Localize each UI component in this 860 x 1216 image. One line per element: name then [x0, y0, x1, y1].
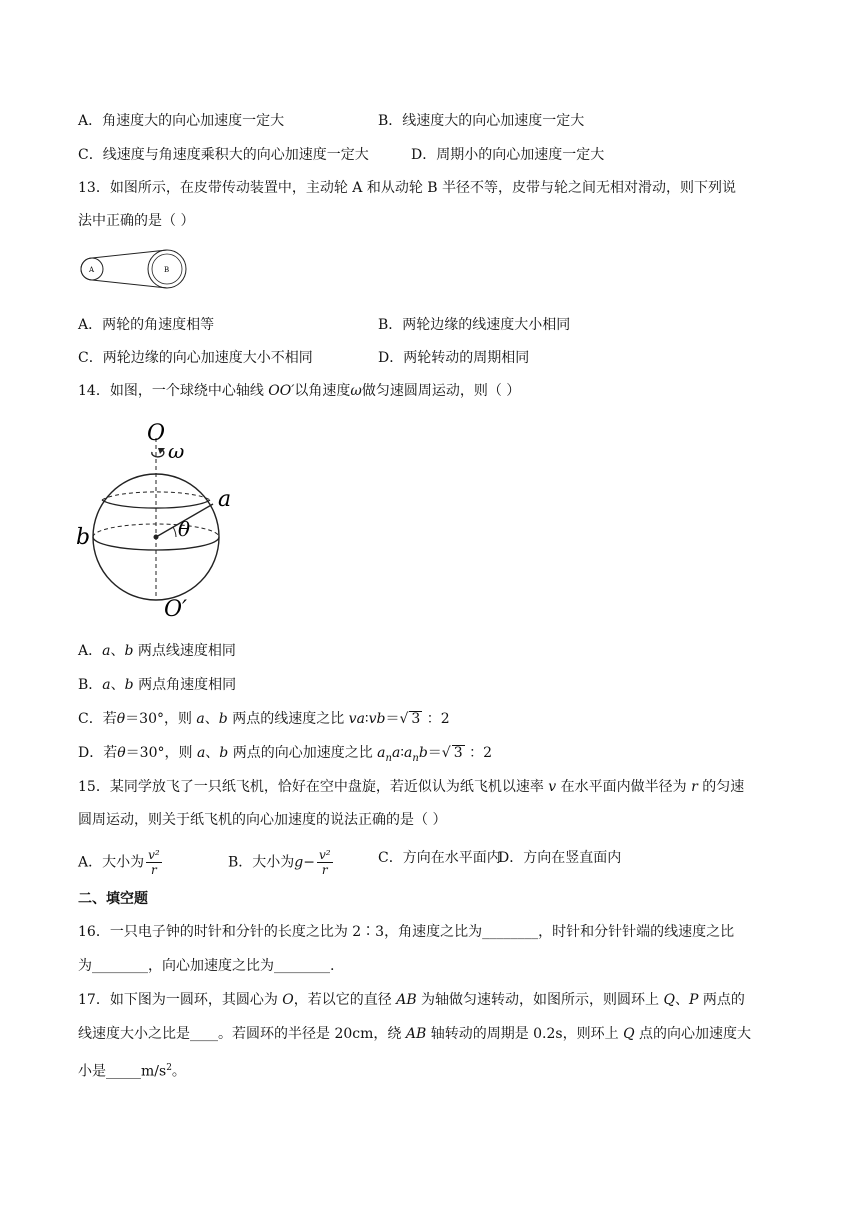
label-b: b — [76, 525, 91, 550]
section-heading: 二、填空题 — [78, 891, 148, 907]
q13-option-d: D．两轮转动的周期相同 — [378, 350, 530, 366]
label-theta: θ — [178, 517, 191, 541]
q17-line3: 小是$\_\_\_\_\_m/s^2$。 — [78, 1063, 186, 1080]
q17-line1: 17．如下图为一圆环，其圆心为 O，若以它的直径 AB 为轴做匀速转动，如图所示，则圆环上 Q、P 两点的 — [78, 992, 745, 1008]
q14-stem: 14．如图，一个球绕中心轴线 OO′以角速度ω做匀速圆周运动，则（ ） — [78, 383, 521, 399]
q13-option-c: C．两轮边缘的向心加速度大小不相同 — [78, 350, 313, 366]
q13-option-a: A．两轮的角速度相等 — [78, 317, 215, 333]
belt-pulley-figure — [76, 248, 191, 294]
label-omega: ω — [168, 439, 185, 463]
label-o-top: O — [147, 421, 166, 446]
q12-option-c: C．线速度与角速度乘积大的向心加速度一定大 — [78, 147, 369, 163]
q15-option-c: C．方向在水平面内 — [378, 850, 501, 866]
q14-option-a: A．a、b 两点线速度相同 — [78, 643, 236, 659]
q15-stem-line1: 15．某同学放飞了一只纸飞机，恰好在空中盘旋，若近似认为纸飞机以速率 v 在水平面内做半径为 r 的匀速 — [78, 779, 745, 795]
q15-option-d: D．方向在竖直面内 — [498, 850, 622, 866]
q16-line2: 为________，向心加速度之比为________. — [78, 958, 335, 974]
q15-option-b: B．大小为g− $\frac{\text{v²}}{r}$ — [228, 848, 331, 877]
q17-line2: 线速度大小之比是____。若圆环的半径是 20cm，绕 AB 轴转动的周期是 0.2s，则环上 Q 点的向心加速度大 — [78, 1026, 751, 1042]
q12-option-b: B．线速度大的向心加速度一定大 — [378, 113, 585, 129]
q13-option-b: B．两轮边缘的线速度大小相同 — [378, 317, 571, 333]
q15-option-a: A．大小为 $\frac{\text{v²}}{r}$ — [78, 848, 160, 877]
q12-option-a: A．角速度大的向心加速度一定大 — [78, 113, 285, 129]
q14-option-c: C．若θ＝30°，则 a、b 两点的线速度之比 va∶vb＝√ 3 ：2 — [78, 711, 450, 727]
q12-option-d: D．周期小的向心加速度一定大 — [411, 147, 605, 163]
q13-stem-line2: 法中正确的是（ ） — [78, 213, 195, 229]
q16-line1: 16．一只电子钟的时针和分针的长度之比为 2∶3，角速度之比为________，时针和分针针端的线速度之比 — [78, 924, 735, 940]
q14-option-d: D．若θ＝30°，则 a、b 两点的向心加速度之比 $a_na∶a_nb=√$ 3 ：2 — [78, 745, 492, 764]
label-o-bottom: O′ — [164, 597, 188, 622]
q15-stem-line2: 圆周运动，则关于纸飞机的向心加速度的说法正确的是（ ） — [78, 812, 447, 828]
q13-stem-line1: 13．如图所示，在皮带传动装置中，主动轮 A 和从动轮 B 半径不等，皮带与轮之间无相对滑动，则下列说 — [78, 180, 737, 196]
label-a: a — [218, 487, 232, 512]
pulley-a-label: A — [89, 266, 95, 274]
rotating-sphere-figure — [72, 414, 252, 624]
pulley-b-label: B — [164, 266, 170, 274]
q14-option-b: B．a、b 两点角速度相同 — [78, 677, 237, 693]
